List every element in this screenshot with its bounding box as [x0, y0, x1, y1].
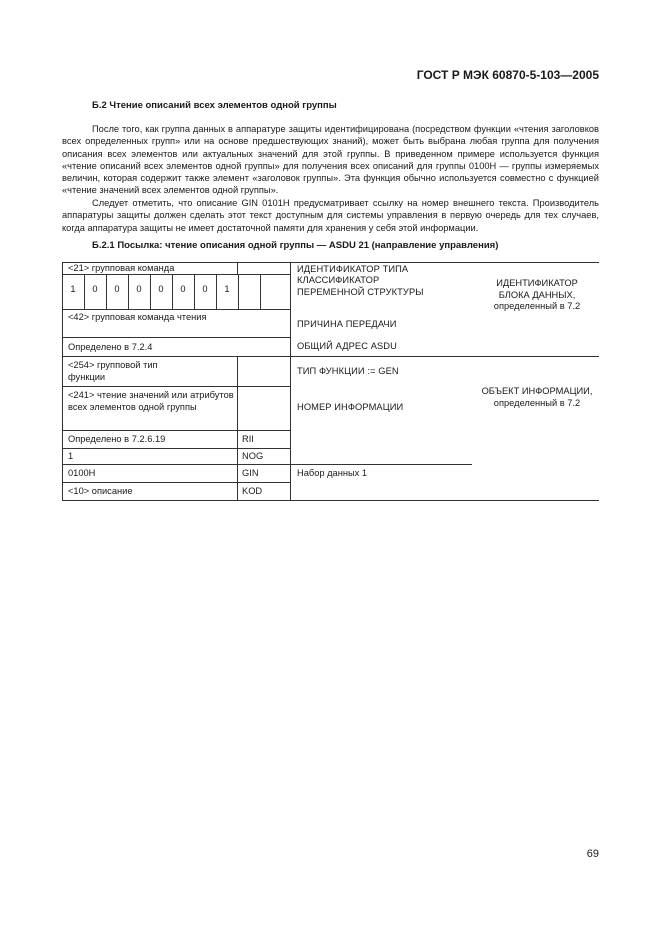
rii-label: RII [242, 434, 254, 444]
function-type-cell: <254> групповой тип функции [68, 360, 158, 382]
table-rule [62, 430, 290, 431]
kod-label: KOD [242, 486, 263, 496]
document-header: ГОСТ Р МЭК 60870-5-103—2005 [416, 68, 599, 82]
group-command-cell: <21> групповая команда [68, 263, 175, 273]
table-rule [260, 274, 261, 309]
nog-value-cell: 1 [68, 451, 74, 461]
subsection-title: Б.2.1 Посылка: чтение описания одной группы — ASDU 21 (направление управления) [92, 240, 499, 251]
info-object-label: ОБЪЕКТ ИНФОРМАЦИИ, определенный в 7.2 [481, 386, 593, 408]
gin-value-cell: 0100H [68, 468, 96, 478]
table-rule [290, 262, 291, 501]
paragraph-2: Следует отметить, что описание GIN 0101H предусматривает ссылку на номер внешнего текста. Производитель аппаратуры защиты должен сделать этот текст доступным для системы управления в первую очередь для тех случаев, когда аппаратура защиты не имеет достаточной памяти для хранения у себя этой информации. [62, 198, 599, 233]
table-rule [62, 386, 290, 387]
gin-label: GIN [242, 468, 259, 478]
asdu-table [62, 262, 599, 502]
function-type-label: ТИП ФУНКЦИИ := GEN [297, 366, 399, 376]
table-rule [62, 309, 290, 310]
cause-label: ПРИЧИНА ПЕРЕДАЧИ [297, 319, 397, 329]
bit-cell: 0 [136, 284, 142, 294]
page-number: 69 [586, 848, 599, 860]
bit-cell: 0 [180, 284, 186, 294]
paragraph-1: После того, как группа данных в аппаратуре защиты идентифицирована (посредством функции «чтения заголовков всех определенных групп» или на основе предшествующих знаний), может быть выбрана любая группа для получения описания всех элементов или актуальных значений для этой группы. В приведенном примере используется функция «чтение описаний всех элементов одной группы» для получения всех описаний для группы 0100H — группы измеряемых величин, которая содержит также элемент «заголовок группы». Эта функция обычно используется совместно с функцией «чтение значений всех элементов одной группы». [62, 124, 599, 196]
asdu-address-label: ОБЩИЙ АДРЕС ASDU [297, 341, 397, 351]
defined-724-cell: Определено в 7.2.4 [68, 342, 153, 352]
table-rule [238, 274, 239, 309]
defined-7262-cell: Определено в 7.2.6.19 [68, 434, 166, 444]
table-rule [62, 337, 290, 338]
info-number-label: НОМЕР ИНФОРМАЦИИ [297, 402, 404, 412]
bit-cell: 1 [224, 284, 230, 294]
kod-value-cell: <10> описание [68, 486, 133, 496]
dataset-label: Набор данных 1 [297, 468, 368, 478]
nog-label: NOG [242, 451, 264, 461]
type-id-label: ИДЕНТИФИКАТОР ТИПА [297, 264, 409, 274]
cause-value-cell: <42> групповая команда чтения [68, 312, 207, 322]
info-number-cell: <241> чтение значений или атрибутов всех элементов одной группы [68, 390, 234, 412]
var-struct-label: КЛАССИФИКАТОР ПЕРЕМЕННОЙ СТРУКТУРЫ [297, 275, 424, 297]
table-rule [237, 430, 238, 500]
bit-cell: 0 [114, 284, 120, 294]
data-unit-id-label: ИДЕНТИФИКАТОР БЛОКА ДАННЫХ, определенный в 7.2 [493, 278, 581, 311]
bit-cell: 0 [202, 284, 208, 294]
table-rule [237, 356, 238, 430]
table-rule [62, 500, 599, 501]
table-rule [62, 356, 599, 357]
bit-cell: 0 [158, 284, 164, 294]
bit-cell: 1 [70, 284, 76, 294]
bit-cell: 0 [92, 284, 98, 294]
table-rule [237, 262, 238, 274]
table-rule [62, 482, 290, 483]
table-rule [62, 448, 290, 449]
table-rule [62, 262, 63, 501]
section-title: Б.2 Чтение описаний всех элементов одной группы [92, 100, 337, 111]
table-rule [62, 464, 472, 465]
